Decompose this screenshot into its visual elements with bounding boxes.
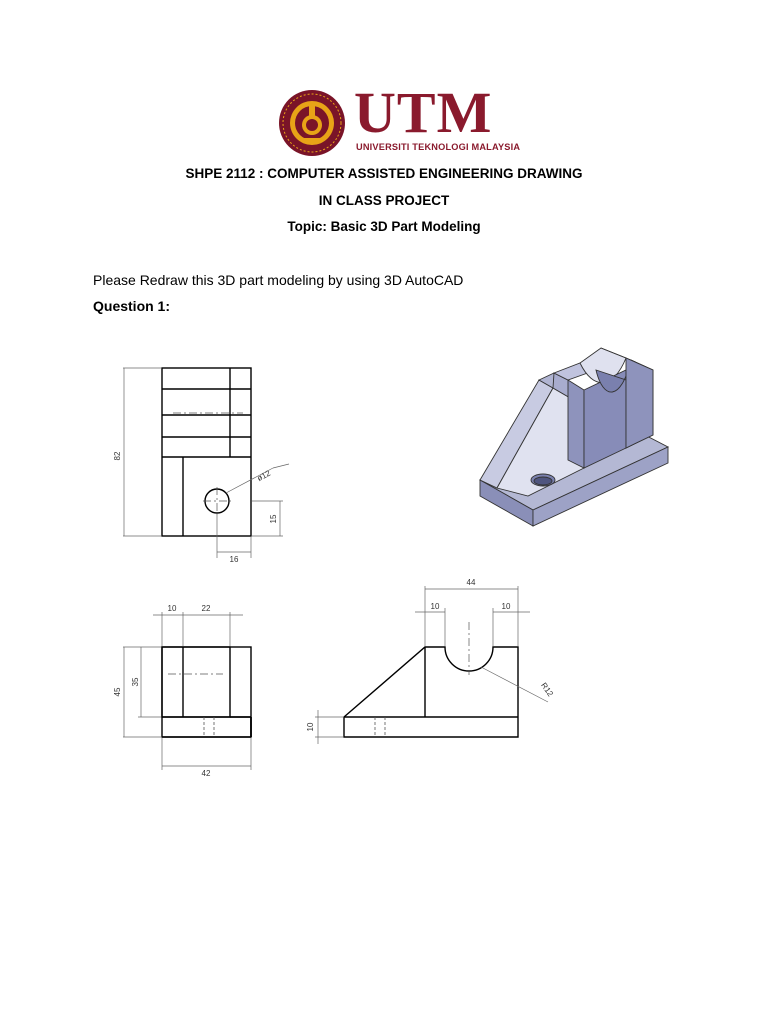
isometric-view	[480, 348, 668, 526]
brand-name: UTM	[354, 80, 493, 145]
question-label: Question 1:	[93, 298, 171, 314]
front-dim-left: 10	[430, 602, 440, 611]
university-logo	[272, 80, 521, 158]
side-width: 42	[201, 769, 211, 778]
university-seal-icon	[272, 88, 356, 158]
side-view	[162, 647, 251, 737]
side-dim-left: 10	[167, 604, 177, 613]
brand-subtitle: UNIVERSITI TEKNOLOGI MALAYSIA	[356, 142, 521, 152]
side-dim-right: 22	[201, 604, 211, 613]
course-title: SHPE 2112 : COMPUTER ASSISTED ENGINEERING DRAWING	[185, 166, 583, 181]
engineering-drawing	[93, 330, 683, 780]
side-height-upper: 35	[131, 677, 140, 687]
top-hole-y-dim: 15	[269, 514, 278, 524]
top-hole-dim: ø12	[255, 468, 273, 484]
side-height-total: 45	[113, 687, 122, 697]
drawing-canvas	[93, 330, 683, 780]
front-width: 44	[466, 578, 476, 587]
top-view	[162, 368, 251, 536]
topic-title: Topic: Basic 3D Part Modeling	[287, 219, 481, 234]
brand-block	[354, 80, 521, 156]
top-height-dim: 82	[113, 451, 122, 461]
project-title: IN CLASS PROJECT	[318, 193, 450, 208]
top-hole-x-dim: 16	[229, 555, 239, 564]
front-view	[344, 647, 518, 737]
instruction-text: Please Redraw this 3D part modeling by using 3D AutoCAD	[93, 272, 464, 288]
front-radius: R12	[539, 680, 555, 699]
front-dim-right: 10	[501, 602, 511, 611]
front-base-height: 10	[306, 722, 315, 732]
